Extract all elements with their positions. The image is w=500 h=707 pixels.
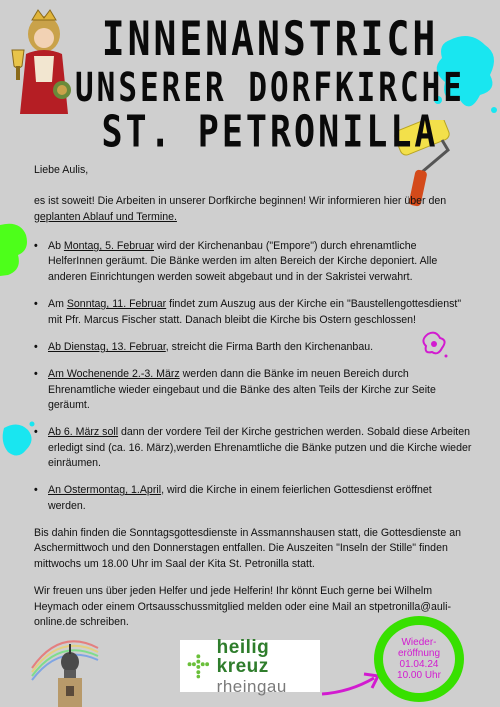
letter-body <box>34 163 472 642</box>
event-date: Sonntag, 11. Februar <box>66 298 167 311</box>
list-item <box>34 297 472 328</box>
list-item <box>34 340 472 355</box>
event-prefix: Am <box>48 298 67 311</box>
badge-line-2: eröffnung <box>397 648 441 659</box>
title-line-2: UNSERER DORFKIRCHE <box>75 64 465 111</box>
reopening-badge <box>374 616 464 702</box>
event-prefix: Ab <box>48 240 64 253</box>
list-item <box>34 483 472 514</box>
event-date: Montag, 5. Februar <box>63 240 154 253</box>
event-date: Ab Dienstag, 13. Februar <box>48 340 166 353</box>
list-item <box>34 239 472 285</box>
cyan-paint-splash-small <box>0 420 36 462</box>
schedule-list <box>34 239 472 514</box>
event-text: , streicht die Firma Barth den Kirchenanbau. <box>165 340 374 353</box>
list-item <box>34 367 472 413</box>
intro-paragraph <box>34 194 472 225</box>
event-text: dann der vordere Teil der Kirche gestrichen werden. Sobald diese Arbeiten erledigt sind (ca. 16. März),werden Ehrenamtliche die Bänke putzen und die Kirche wieder einräumen. <box>48 426 472 470</box>
alternative-services-paragraph: Bis dahin finden die Sonntagsgottesdienste in Assmannshausen statt, die Gottesdienste an Aschermittwoch und den Donnerstagen entfallen. Die Auszeiten "Inseln der Stille" finden mittwochs um 18.00 Uhr im Saal der Kita St. Petronilla statt. <box>34 527 461 570</box>
logo-text <box>217 638 314 695</box>
title-line-3: ST. PETRONILLA <box>101 108 439 159</box>
arrow-icon <box>320 668 384 698</box>
heilig-kreuz-logo <box>180 636 320 696</box>
cross-dots-icon <box>186 652 211 680</box>
title-line-1: INNENANSTRICH <box>101 11 439 67</box>
schedule-link: geplanten Ablauf und Termine. <box>34 210 177 223</box>
helpers-paragraph: Wir freuen uns über jeden Helfer und jede Helferin! Ihr könnt Euch gerne bei Wilhelm Heymach oder einem Ortsausschussmitglied melden oder eine Mail an stpetronilla@auli-online.de schreiben. <box>34 585 452 628</box>
event-text: werden dann die Bänke im neuen Bereich durch Ehrenamtliche wieder eingebaut und die Bänke des alten Teils der Kirche zur Seite geräumt. <box>48 368 436 411</box>
event-date: An Ostermontag, 1.April <box>48 484 162 497</box>
badge-line-1: Wieder- <box>401 637 437 648</box>
badge-line-3: 01.04.24 <box>399 659 439 670</box>
intro-text: es ist soweit! Die Arbeiten in unserer Dorfkirche beginnen! Wir informieren hier über den <box>34 195 447 208</box>
badge-line-4: 10.00 Uhr <box>397 670 441 681</box>
event-text: findet zum Auszug aus der Kirche ein "Baustellengottesdienst" mit Pfr. Marcus Fischer statt. Danach bleibt die Kirche bis Ostern geschlossen! <box>48 298 462 326</box>
event-text: wird der Kirchenanbau ("Empore") durch ehrenamtliche HelferInnen geräumt. Die Bänke werden im alten Bereich der Kirche deponiert. Alle anderen Einrichtungen werden soweit abgebaut und in der Sakristei verwahrt. <box>48 240 438 283</box>
event-date: Ab 6. März soll <box>48 426 119 439</box>
logo-top-text: heilig kreuz <box>216 636 270 677</box>
logo-bottom-text: rheingau <box>216 676 287 696</box>
event-text: , wird die Kirche in einem feierlichen Gottesdienst eröffnet werden. <box>48 484 432 512</box>
event-date: Am Wochenende 2.-3. März <box>48 368 180 381</box>
greeting: Liebe Aulis, <box>34 164 89 176</box>
poster-title <box>60 11 480 159</box>
list-item <box>34 425 472 471</box>
church-tower-photo <box>30 628 100 707</box>
green-paint-splash <box>0 220 30 280</box>
